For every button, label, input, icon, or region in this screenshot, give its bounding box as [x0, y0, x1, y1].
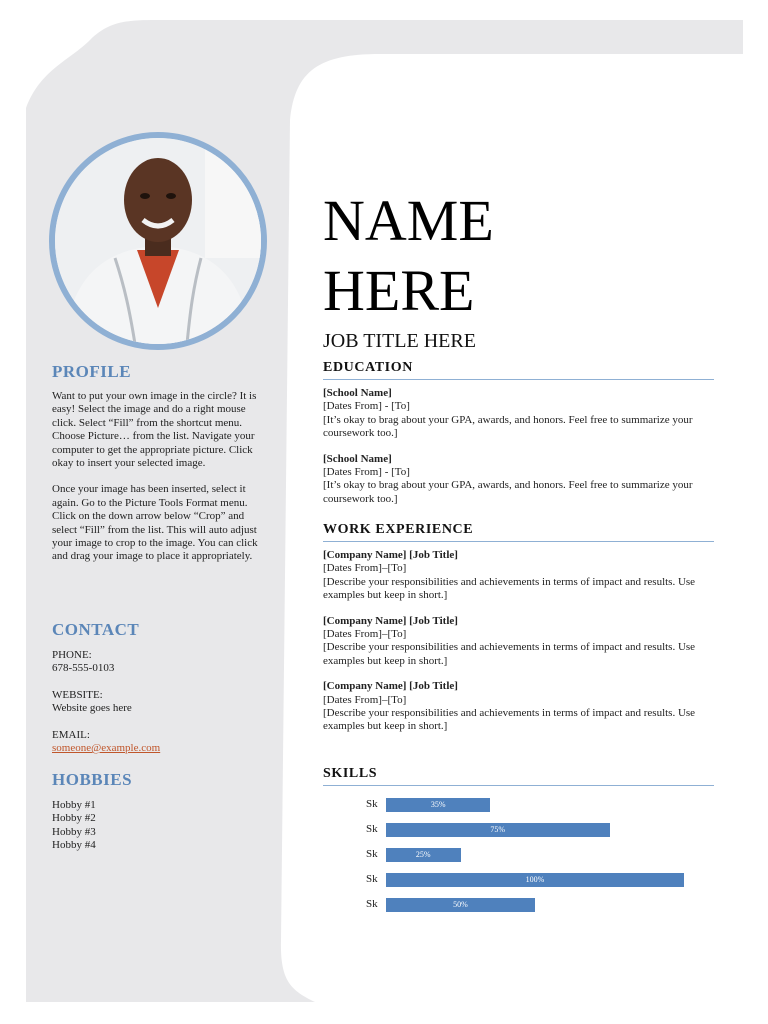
skill-track — [386, 848, 684, 862]
website-label: WEBSITE: — [52, 688, 103, 701]
profile-photo[interactable] — [49, 132, 267, 350]
skill-bar: 75% — [386, 823, 610, 837]
email-link[interactable]: someone@example.com — [52, 742, 161, 755]
education-dates: [Dates From] - [To] — [323, 400, 410, 413]
work-entry — [323, 615, 714, 669]
work-title: [Company Name] [Job Title] — [323, 549, 458, 561]
job-title: JOB TITLE HERE — [323, 330, 476, 352]
skill-bar: 100% — [386, 873, 684, 887]
skills-section — [323, 766, 714, 786]
education-section — [323, 360, 714, 506]
profile-heading: PROFILE — [52, 362, 132, 381]
skill-track — [386, 898, 684, 912]
name-block — [323, 186, 714, 353]
profile-section — [52, 362, 280, 564]
education-heading: EDUCATION — [323, 360, 714, 380]
work-description: [Describe your responsibilities and achievements in terms of impact and results. Use examples but keep in short.] — [323, 641, 696, 667]
email-label: EMAIL: — [52, 728, 90, 741]
work-description: [Describe your responsibilities and achievements in terms of impact and results. Use examples but keep in short.] — [323, 575, 696, 602]
contact-section — [52, 620, 280, 755]
work-heading: WORK EXPERIENCE — [323, 522, 714, 542]
work-dates: [Dates From]–[To] — [323, 562, 407, 575]
work-entry — [323, 680, 714, 734]
name-line-2: HERE — [323, 258, 475, 323]
work-entry — [323, 549, 714, 603]
skill-label: Sk — [366, 898, 378, 910]
doctor-portrait-image — [55, 138, 261, 344]
education-dates: [Dates From] - [To] — [323, 466, 410, 479]
profile-paragraph-2: Once your image has been inserted, select it again. Go to the Picture Tools Format menu. Click on the down arrow below “Crop” and select “Fill” from the list. This will auto adjust your image to crop to the image. You can click and drag your image to place it appropriately. — [52, 483, 258, 563]
hobby-item: Hobby #2 — [52, 812, 96, 825]
website-value: Website goes here — [52, 702, 132, 715]
education-description: [It’s okay to brag about your GPA, awards, and honors. Feel free to summarize your coursework too.] — [323, 413, 693, 440]
skills-heading: SKILLS — [323, 766, 714, 786]
skill-label: Sk — [366, 823, 378, 835]
hobbies-heading: HOBBIES — [52, 770, 133, 789]
skill-bar: 25% — [386, 848, 461, 862]
work-title: [Company Name] [Job Title] — [323, 614, 458, 627]
education-entry — [323, 453, 714, 507]
skill-bar: 35% — [386, 798, 490, 812]
skill-label: Sk — [366, 873, 378, 885]
skill-track — [386, 873, 684, 887]
education-entry — [323, 387, 714, 441]
hobby-item: Hobby #3 — [52, 825, 96, 838]
education-description: [It’s okay to brag about your GPA, awards, and honors. Feel free to summarize your coursework too.] — [323, 479, 693, 505]
school-name: [School Name] — [323, 387, 392, 399]
skill-track — [386, 823, 684, 837]
work-dates: [Dates From]–[To] — [323, 628, 407, 641]
hobby-item: Hobby #1 — [52, 799, 96, 811]
skill-track — [386, 798, 684, 812]
skill-bar: 50% — [386, 898, 535, 912]
phone-label: PHONE: — [52, 649, 92, 661]
hobbies-section — [52, 770, 280, 853]
skill-label: Sk — [366, 798, 378, 810]
work-title: [Company Name] [Job Title] — [323, 680, 458, 693]
work-section — [323, 522, 714, 734]
hobby-item: Hobby #4 — [52, 839, 96, 852]
work-description: [Describe your responsibilities and achievements in terms of impact and results. Use examples but keep in short.] — [323, 707, 696, 733]
school-name: [School Name] — [323, 452, 392, 465]
phone-value: 678-555-0103 — [52, 662, 115, 675]
skill-label: Sk — [366, 848, 378, 860]
profile-paragraph-1: Want to put your own image in the circle? It is easy! Select the image and do a right mouse click. Select “Fill” from the shortcut menu. Choose Picture… from the list. Navigate your computer to get the appropriate picture. Click okay to insert your selected image. — [52, 390, 257, 470]
name-line-1: NAME — [323, 188, 494, 253]
work-dates: [Dates From]–[To] — [323, 693, 407, 706]
contact-heading: CONTACT — [52, 620, 140, 639]
